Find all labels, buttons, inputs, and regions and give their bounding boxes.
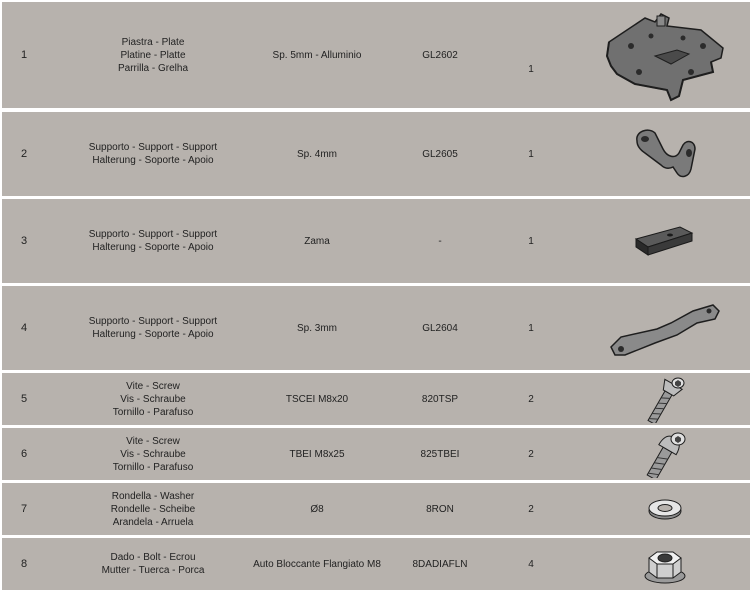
part-material: Auto Bloccante Flangiato M8 [253, 558, 381, 570]
part-quantity: 1 [528, 63, 534, 75]
table-row [2, 2, 750, 108]
bent-bracket-icon [580, 112, 750, 196]
part-code: GL2605 [422, 148, 458, 160]
part-quantity: 2 [528, 503, 534, 515]
part-description: Vite - Screw Vis - Schraube Tornillo - Parafuso [112, 435, 194, 473]
part-description: Piastra - Plate Platine - Platte Parrilla - Grelha [117, 36, 189, 74]
part-description: Rondella - Washer Rondelle - Scheibe Arandela - Arruela [110, 490, 196, 528]
table-row [2, 112, 750, 196]
part-material: Sp. 5mm - Alluminio [272, 49, 362, 61]
table-row [2, 428, 750, 480]
plate-part-icon [580, 2, 750, 108]
part-material: TSCEI M8x20 [285, 393, 349, 405]
part-number: 2 [20, 147, 28, 160]
part-number: 6 [20, 447, 28, 460]
part-description: Supporto - Support - Support Halterung - Soporte - Apoio [88, 229, 218, 253]
washer-icon [580, 483, 750, 535]
part-description: Supporto - Support - Support Halterung - Soporte - Apoio [88, 142, 218, 166]
part-code: 825TBEI [420, 448, 460, 460]
button-head-screw-icon [580, 428, 750, 480]
part-code: 820TSP [421, 393, 459, 405]
part-code: GL2604 [422, 322, 458, 334]
part-quantity: 1 [528, 148, 534, 160]
part-quantity: 2 [528, 448, 534, 460]
part-number: 5 [20, 392, 28, 405]
part-number: 8 [20, 557, 28, 570]
table-row [2, 286, 750, 370]
part-quantity: 1 [528, 235, 534, 247]
part-material: TBEI M8x25 [289, 448, 345, 460]
part-description: Dado - Bolt - Ecrou Mutter - Tuerca - Porca [101, 552, 205, 576]
flat-bracket-icon [580, 286, 750, 370]
part-number: 3 [20, 234, 28, 247]
table-row [2, 373, 750, 425]
block-support-icon [580, 199, 750, 283]
countersunk-screw-icon [580, 373, 750, 425]
part-material: Ø8 [310, 503, 324, 515]
part-quantity: 2 [528, 393, 534, 405]
table-row [2, 483, 750, 535]
part-number: 1 [20, 48, 28, 61]
table-row [2, 538, 750, 590]
part-number: 7 [20, 502, 28, 515]
part-code: GL2602 [422, 49, 458, 61]
part-description: Supporto - Support - Support Halterung - Soporte - Apoio [88, 316, 218, 340]
part-quantity: 1 [528, 322, 534, 334]
part-material: Zama [304, 235, 330, 247]
part-code: 8RON [426, 503, 454, 515]
table-row [2, 199, 750, 283]
part-description: Vite - Screw Vis - Schraube Tornillo - Parafuso [112, 380, 194, 418]
part-quantity: 4 [528, 558, 534, 570]
part-material: Sp. 3mm [296, 322, 337, 334]
part-code: - [438, 235, 442, 247]
flange-nut-icon [580, 538, 750, 590]
part-code: 8DADIAFLN [412, 558, 468, 570]
part-number: 4 [20, 321, 28, 334]
part-material: Sp. 4mm [296, 148, 337, 160]
